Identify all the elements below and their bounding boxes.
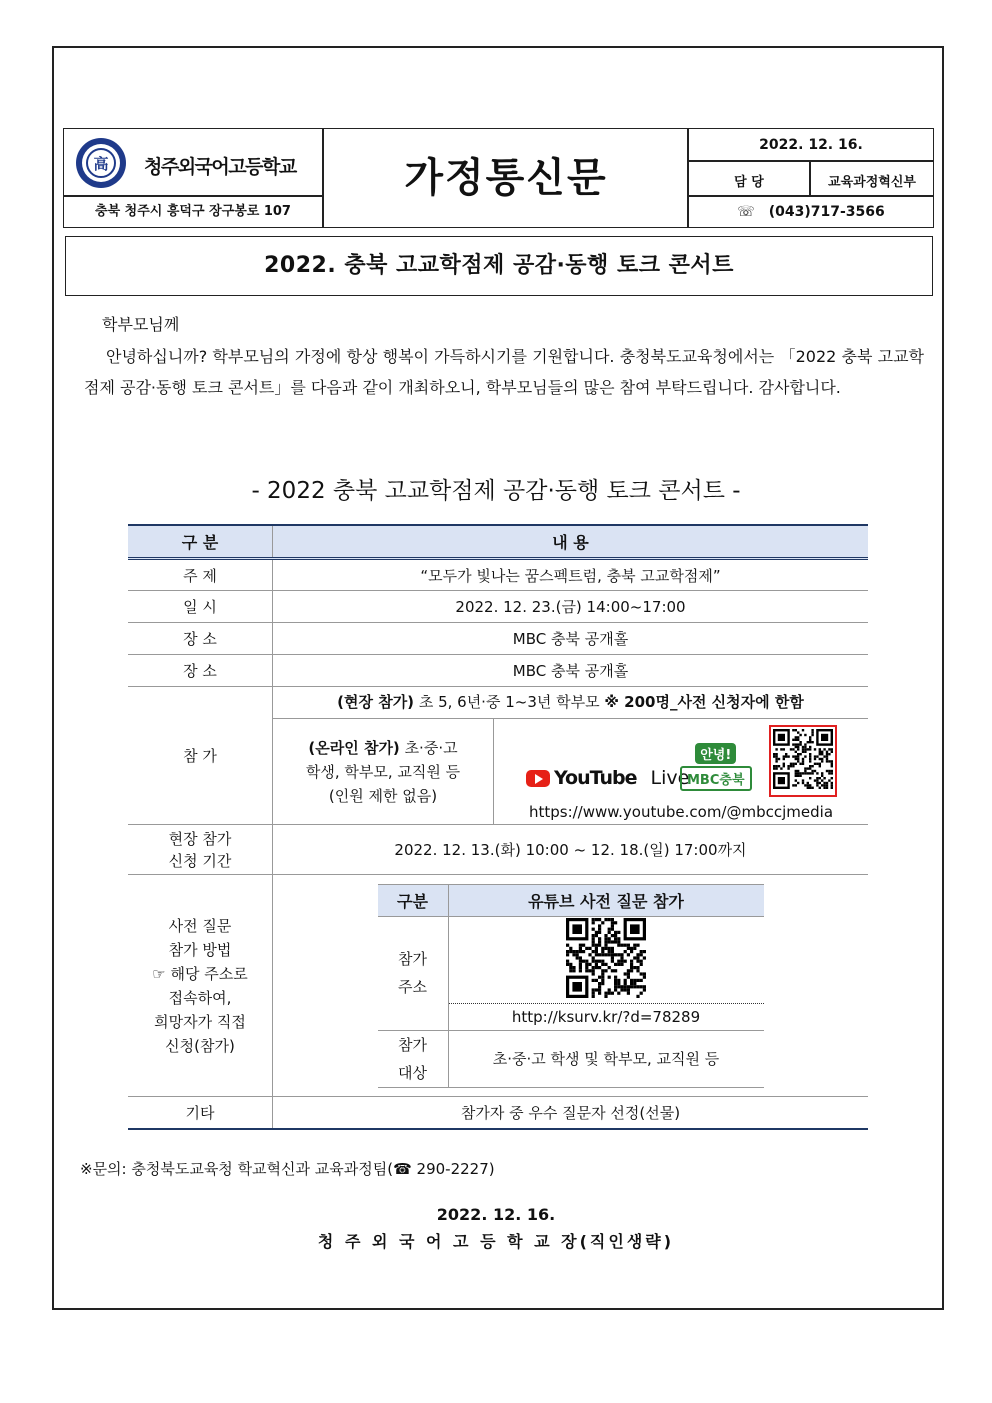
place-value-repeat: MBC 충북 공개홀	[273, 655, 869, 687]
onsite-text: 초 5, 6년·중 1~3년 학부모	[414, 693, 605, 711]
youtube-url[interactable]: https://www.youtube.com/@mbccjmedia	[528, 803, 834, 821]
event-table	[128, 524, 868, 1130]
youtube-logo: YouTube	[526, 767, 636, 789]
onsite-note: ※ 200명_사전 신청자에 한함	[604, 693, 804, 711]
header-date: 2022. 12. 16.	[759, 137, 863, 153]
doc-title: 가정통신문	[404, 155, 608, 201]
survey-url[interactable]: http://ksurv.kr/?d=78289	[448, 1003, 764, 1030]
table-head-category: 구 분	[128, 525, 273, 559]
datetime-value: 2022. 12. 23.(금) 14:00~17:00	[273, 591, 869, 623]
footer-signature: 청 주 외 국 어 고 등 학 교 장(직인생략)	[317, 1232, 675, 1251]
dept-label: 담 당	[734, 175, 764, 190]
datetime-label: 일 시	[128, 591, 273, 623]
svg-text:高: 高	[93, 155, 109, 173]
intro-paragraph: 안녕하십니까? 학부모님의 가정에 항상 행복이 가득하시기를 기원합니다. 충청북도교육청에서는 「2022 충북 고교학점제 공감·동행 토크 콘서트」를 다음과 같이 개최하오니, 학부모님들의 많은 참여 부탁드립니다. 감사합니다.	[84, 347, 924, 397]
mbc-logo: 안녕! MBC충북	[680, 743, 752, 791]
onsite-row	[273, 687, 868, 719]
school-address: 충북 청주시 흥덕구 장구봉로 107	[95, 204, 291, 219]
apply-period-label: 현장 참가 신청 기간	[128, 825, 273, 875]
place-label-repeat: 장 소	[128, 655, 273, 687]
footer-date: 2022. 12. 16.	[436, 1205, 556, 1224]
q-head-category: 구분	[378, 884, 449, 916]
q-target-label: 참가 대상	[378, 1030, 449, 1087]
q-target-value: 초·중·고 학생 및 학부모, 교직원 등	[448, 1030, 764, 1087]
etc-label: 기타	[128, 1097, 273, 1129]
place-value: MBC 충북 공개홀	[273, 623, 869, 655]
prequestion-table	[378, 884, 764, 1088]
event-subtitle: - 2022 충북 고교학점제 공감·동행 토크 콘서트 -	[251, 478, 741, 504]
online-line2: 학생, 학부모, 교직원 등	[305, 762, 461, 781]
banner-title: 2022. 충북 고교학점제 공감·동행 토크 콘서트	[65, 236, 933, 296]
q-head-title: 유튜브 사전 질문 참가	[448, 884, 764, 916]
prequestion-label: 사전 질문 참가 방법 ☞ 해당 주소로 접속하여, 희망자가 직접 신청(참가)	[128, 875, 273, 1097]
phone-number: (043)717-3566	[768, 204, 885, 220]
play-icon	[526, 770, 550, 787]
participation-label: 참 가	[128, 687, 273, 825]
online-line3: (인원 제한 없음)	[328, 786, 438, 805]
phone-icon: ☏	[737, 204, 755, 220]
salutation: 학부모님께	[102, 315, 180, 334]
inquiry-note: ※문의: 충청북도교육청 학교혁신과 교육과정팀(☎ 290-2227)	[80, 1160, 495, 1178]
theme-label: 주 제	[128, 559, 273, 591]
live-label: Live	[650, 767, 690, 789]
online-label: (온라인 참가)	[308, 738, 400, 757]
place-label: 장 소	[128, 623, 273, 655]
etc-value: 참가자 중 우수 질문자 선정(선물)	[273, 1097, 869, 1129]
survey-qr-code[interactable]	[448, 916, 764, 1003]
table-head-content: 내 용	[273, 525, 869, 559]
q-address-label: 참가 주소	[378, 916, 449, 1030]
school-emblem-icon	[74, 136, 128, 190]
apply-period-value: 2022. 12. 13.(화) 10:00 ~ 12. 18.(일) 17:00까지	[273, 825, 869, 875]
youtube-panel	[494, 719, 868, 824]
theme-value: “모두가 빛나는 꿈스펙트럼, 충북 고교학점제”	[273, 559, 869, 591]
school-name: 청주외국어고등학교	[144, 156, 296, 178]
onsite-label: (현장 참가)	[337, 693, 415, 711]
online-info	[273, 719, 494, 824]
online-line1: 초·중·고	[399, 738, 458, 757]
dept-value: 교육과정혁신부	[828, 175, 916, 190]
mbc-qr-code[interactable]	[769, 725, 837, 797]
